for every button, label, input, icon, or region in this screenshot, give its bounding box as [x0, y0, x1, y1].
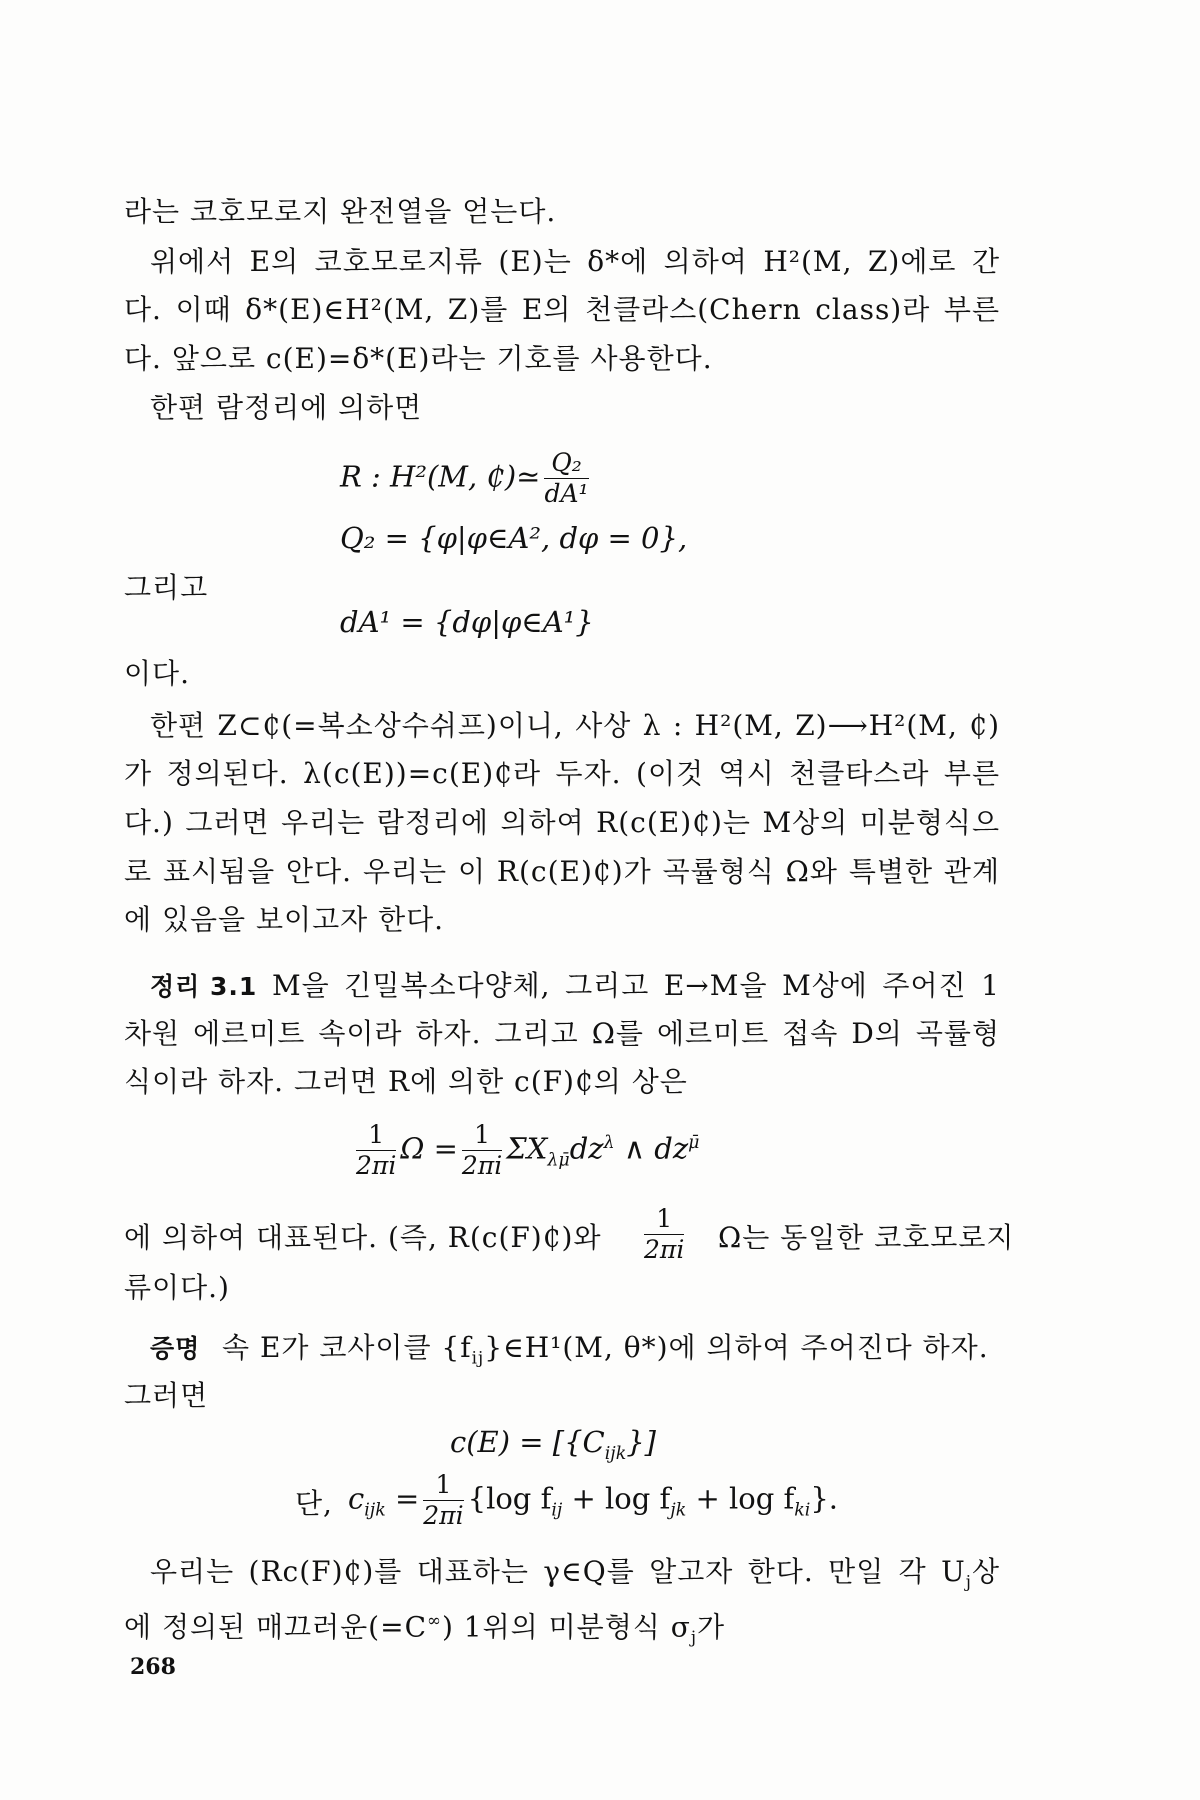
- formula-curv-omega-eq: Ω =: [400, 1131, 458, 1166]
- theorem-label: 정리 3.1: [150, 972, 258, 1001]
- text-line-12: 류이다.): [124, 1271, 230, 1304]
- inline-frac-num: 1: [644, 1204, 684, 1235]
- text-line-1: 라는 코호모로지 완전열을 얻는다.: [124, 195, 557, 228]
- formula-curv-dz1: dz: [569, 1131, 604, 1166]
- formula-curv-sum-sub: λμ̄: [547, 1150, 570, 1171]
- text-line-5: 한편 람정리에 의하면: [150, 391, 423, 424]
- text-line-11b: Ω는 동일한 코호모로지: [718, 1221, 1015, 1254]
- frac-left-den: 2πi: [356, 1151, 397, 1180]
- text-line-10: 에 있음을 보이고자 한다.: [124, 903, 445, 936]
- formula-derham-numerator: Q₂: [544, 448, 588, 479]
- inline-frac: [644, 1204, 684, 1265]
- formula-cijk: $c_{ijk}$ = $\frac{1}{2\pi i}$ {log $f_{ij} + \log f_{jk} + \log f_{ki}$}.: [348, 1470, 839, 1530]
- text-line-3: 다. 이때 δ*(E)∈H²(M, Z)를 E의 천클라스(Chern class)라 부른: [124, 293, 1000, 326]
- formula-derham-lhs: R : H²(M, ₵)≃: [340, 459, 541, 494]
- formula-curv-dz2-sup: μ̄: [688, 1132, 700, 1153]
- text-line-13: 우리는 (Rc(F)₵)를 대표하는 γ∈Q를 알고자 한다. 만일 각 $U_j$상: [150, 1555, 1000, 1592]
- text-line-ida: 이다.: [124, 657, 190, 690]
- theorem-line-2: 차원 에르미트 속이라 하자. 그리고 Ω를 에르미트 접속 D의 곡률형: [124, 1017, 1000, 1050]
- formula-derham-denominator: dA¹: [544, 479, 589, 508]
- text-line-8: 다.) 그러면 우리는 람정리에 의하여 R(c(E)₵)는 M상의 미분형식으: [124, 806, 1000, 839]
- formula-da1-def: dA¹ = {dφ|φ∈A¹}: [340, 605, 594, 639]
- formula-derham-iso: [340, 448, 593, 509]
- proof-label: 증명: [150, 1334, 201, 1363]
- text-line-2: 위에서 E의 코호모로지류 (E)는 δ*에 의하여 H²(M, Z)에로 간: [150, 245, 1000, 278]
- inline-frac-den: 2πi: [644, 1235, 685, 1264]
- theorem-line-3: 식이라 하자. 그러면 R에 의한 c(F)₵의 상은: [124, 1065, 688, 1098]
- formula-chern-class: $c(E) = [\{C_{ijk}\}]$: [450, 1425, 656, 1464]
- text-line-14: 에 정의된 매끄러운(=C∞) 1위의 미분형식 $\sigma_j$가: [124, 1610, 726, 1647]
- formula-curv-dz1-sup: λ: [603, 1132, 615, 1153]
- text-line-4: 다. 앞으로 c(E)=δ*(E)라는 기호를 사용한다.: [124, 342, 713, 375]
- cijk-frac: $\frac{1}{2\pi i}$: [423, 1470, 464, 1530]
- formula-curv-sum: ΣX: [506, 1131, 548, 1166]
- text-dan: 단,: [295, 1487, 333, 1520]
- proof-line-2: 그러면: [124, 1379, 209, 1412]
- text-line-6: 한편 Z⊂₵(=복소상수쉬프)이니, 사상 λ : H²(M, Z)⟶H²(M, ₵): [150, 709, 1000, 742]
- formula-curv-wedge: ∧ dz: [614, 1131, 689, 1166]
- formula-curv-frac-left: [356, 1120, 396, 1181]
- text-line-11a: 에 의하여 대표된다. (즉, R(c(F)₵)와: [124, 1221, 602, 1254]
- formula-curvature-representative: [352, 1120, 699, 1181]
- formula-curv-frac-right: [462, 1120, 502, 1181]
- frac-right-num: 1: [462, 1120, 502, 1151]
- text-line-7: 가 정의된다. λ(c(E))=c(E)₵라 두자. (이것 역시 천클타스라 부른: [124, 757, 1000, 790]
- text-line-geurigo: 그리고: [124, 571, 209, 604]
- theorem-line-1: M을 긴밀복소다양체, 그리고 E→M을 M상에 주어진 1: [272, 969, 1000, 1002]
- frac-left-num: 1: [356, 1120, 396, 1151]
- text-line-11-frac: [640, 1204, 688, 1265]
- proof-line-1: 속 E가 코사이클 $\{f_{ij}\}\in H^1(M$, θ*)에 의하여 주어진다 하자.: [222, 1331, 989, 1368]
- text-line-9: 로 표시됨을 안다. 우리는 이 R(c(E)₵)가 곡률형식 Ω와 특별한 관계: [124, 855, 1000, 888]
- frac-right-den: 2πi: [461, 1151, 503, 1180]
- formula-derham-fraction: [544, 448, 588, 509]
- page-number: 268: [130, 1654, 176, 1680]
- formula-q2-def: Q₂ = {φ|φ∈A², dφ = 0},: [340, 521, 688, 555]
